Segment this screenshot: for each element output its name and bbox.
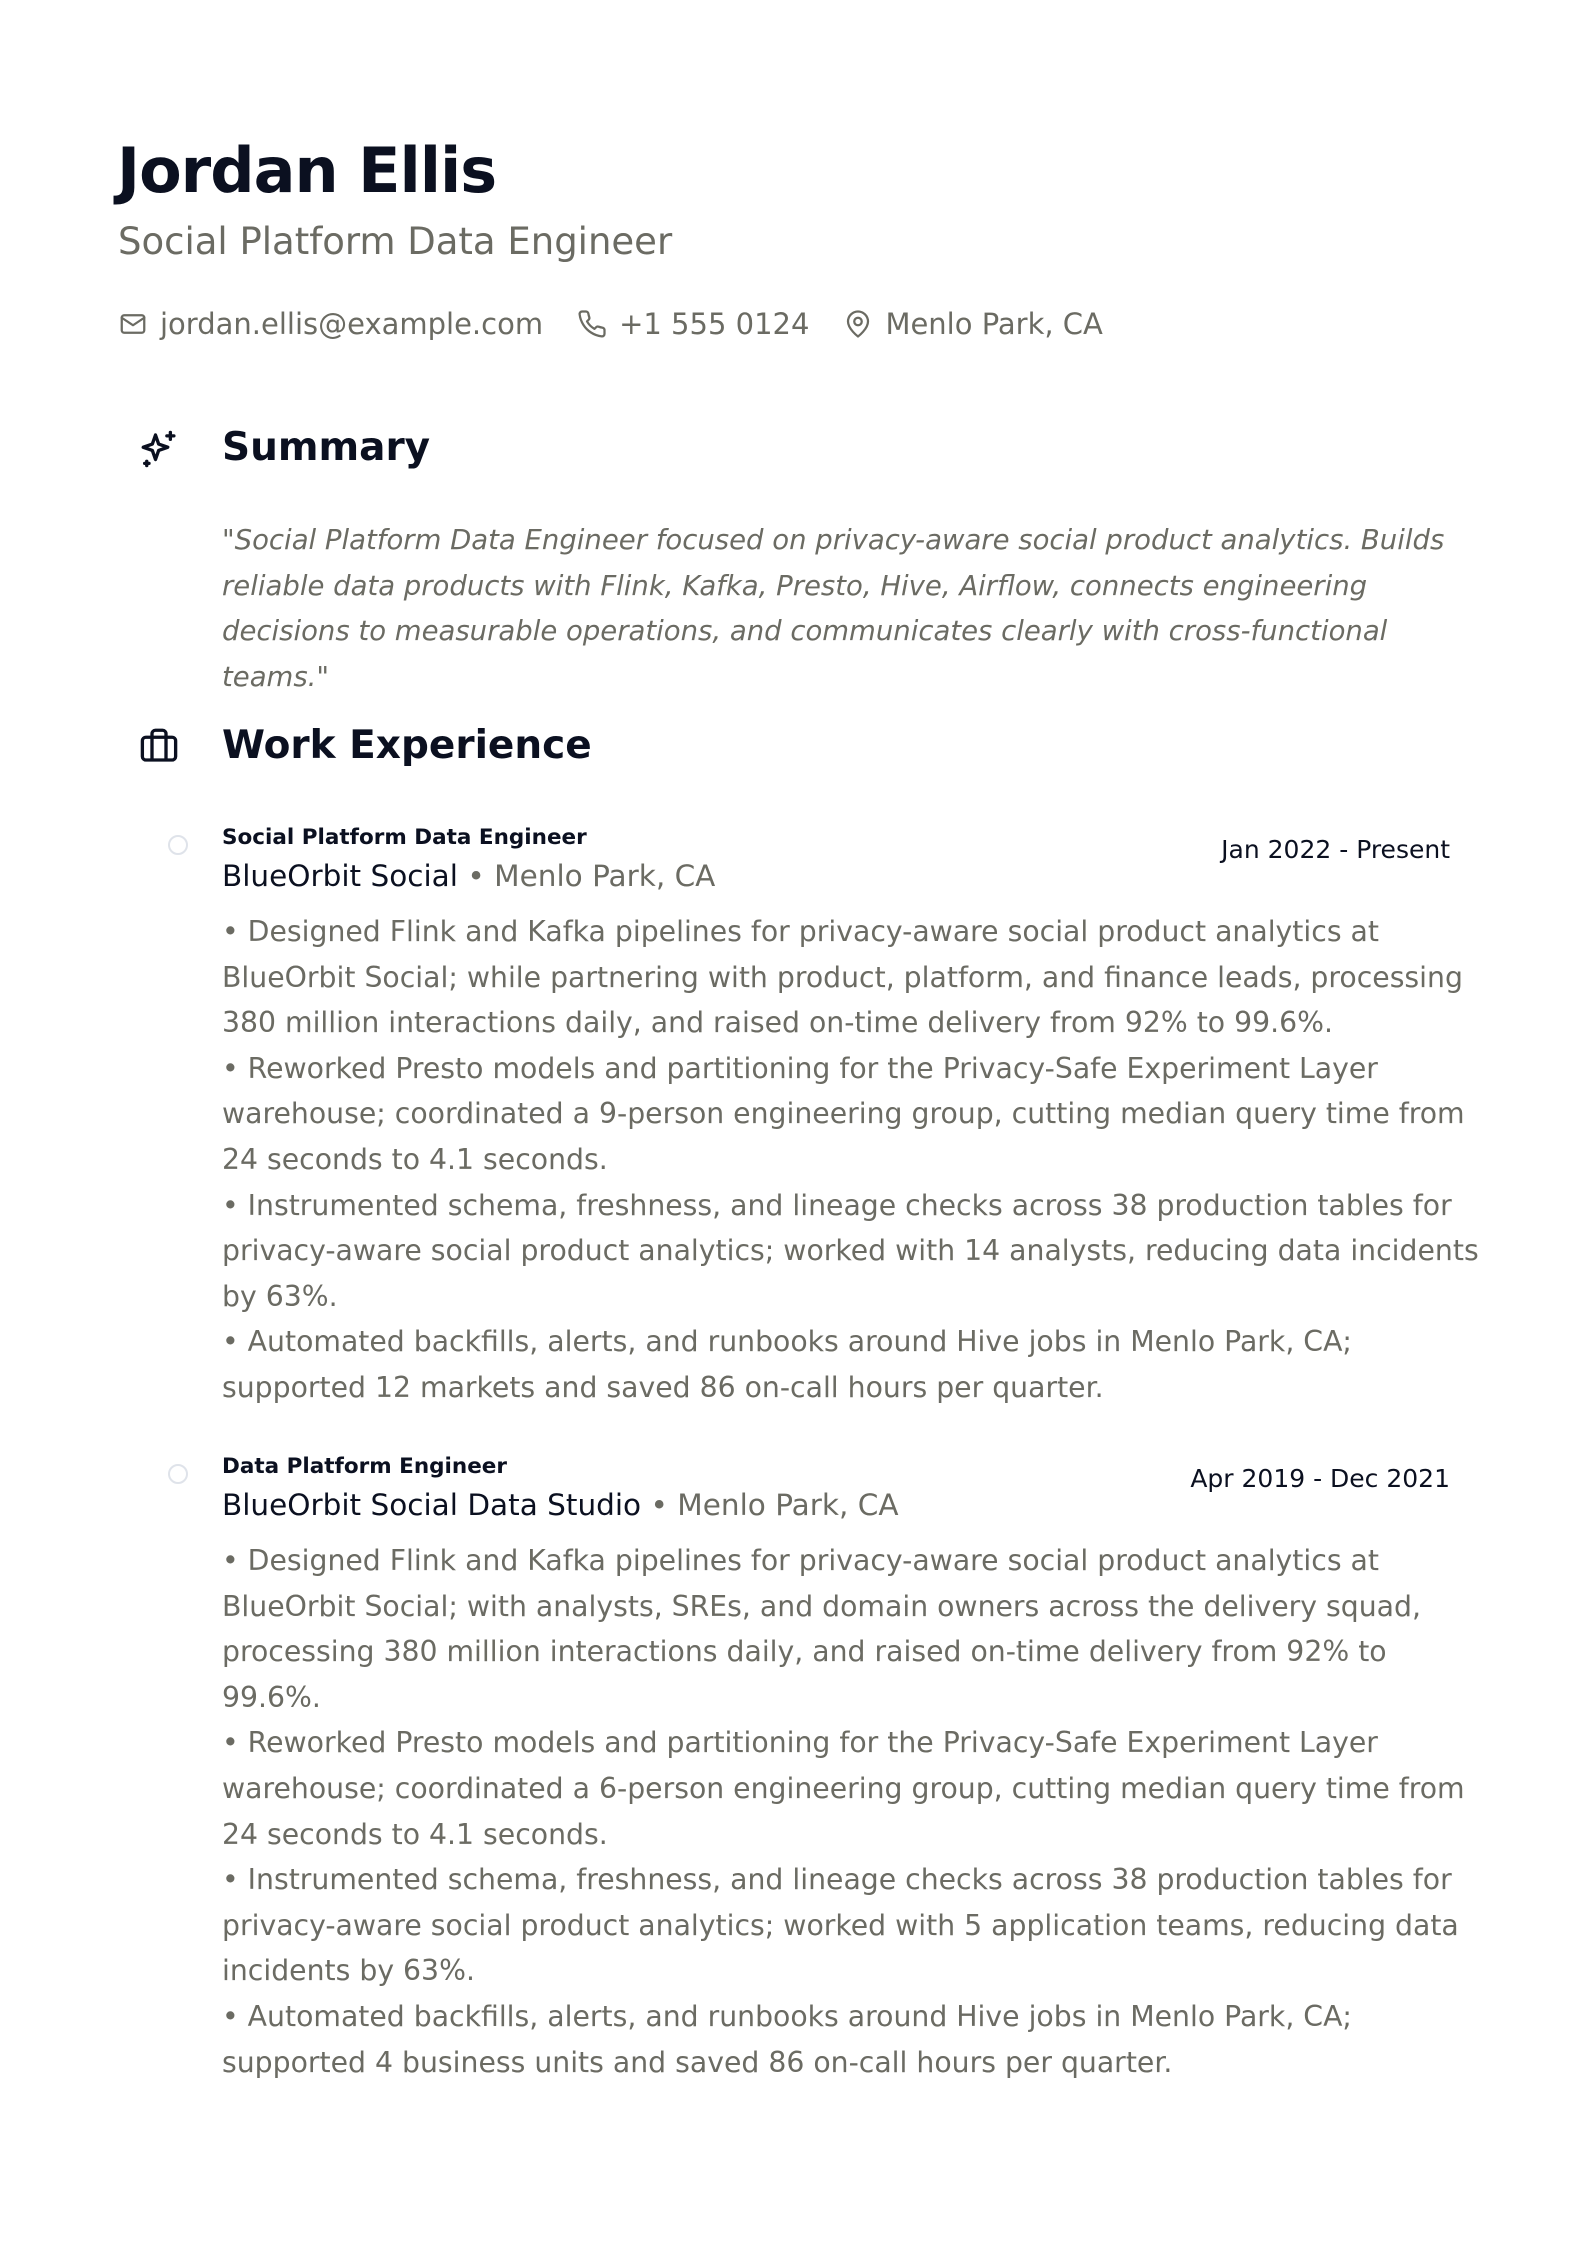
bullet-item: • Designed Flink and Kafka pipelines for privacy-aware social product analytics at BlueOrbit Social; with analysts, SREs, and domain owners across the delivery squad, processing 380 million interactions daily, and raised on-time delivery from 92% to 99.6%.	[222, 1544, 1421, 1714]
separator: •	[650, 1488, 668, 1522]
email-text: jordan.ellis@example.com	[160, 307, 544, 341]
candidate-role: Social Platform Data Engineer	[118, 220, 673, 263]
location-text: Menlo Park, CA	[885, 307, 1103, 341]
job-bullets	[222, 1538, 1487, 2085]
job-location: Menlo Park, CA	[677, 1488, 899, 1522]
phone-text: +1 555 0124	[619, 307, 810, 341]
contact-email[interactable]	[118, 307, 543, 341]
contact-phone[interactable]	[577, 307, 809, 341]
company-name: BlueOrbit Social	[222, 859, 458, 893]
job-bullets	[222, 909, 1487, 1411]
map-pin-icon	[843, 309, 873, 339]
job-dates: Jan 2022 - Present	[1221, 835, 1450, 864]
briefcase-icon	[138, 725, 180, 767]
bullet-item: • Reworked Presto models and partitioning for the Privacy-Safe Experiment Layer warehouse; coordinated a 9-person engineering group, cutting median query time from 24 seconds to 4.1 seconds.	[222, 1051, 1465, 1176]
company-name: BlueOrbit Social Data Studio	[222, 1488, 642, 1522]
job-title: Data Platform Engineer	[222, 1454, 507, 1479]
contact-location	[843, 307, 1102, 341]
bullet-item: • Instrumented schema, freshness, and lineage checks across 38 production tables for privacy-aware social product analytics; worked with 5 application teams, reducing data incidents by 63%.	[222, 1863, 1459, 1988]
candidate-name: Jordan Ellis	[117, 134, 497, 207]
timeline-dot	[168, 835, 188, 855]
bullet-item: • Automated backfills, alerts, and runbooks around Hive jobs in Menlo Park, CA; supported 12 markets and saved 86 on-call hours per quarter.	[222, 1325, 1352, 1404]
separator: •	[467, 859, 485, 893]
experience-heading: Work Experience	[222, 723, 592, 768]
summary-text: "Social Platform Data Engineer focused on privacy-aware social product analytics. Builds reliable data products with Flink, Kafka, Presto, Hive, Airflow, connects engineering decisions to measurable operations, and communicates clearly with cross-functional teams."	[222, 524, 1445, 693]
bullet-item: • Designed Flink and Kafka pipelines for privacy-aware social product analytics at BlueOrbit Social; while partnering with product, platform, and finance leads, processing 380 million interactions daily, and raised on-time delivery from 92% to 99.6%.	[222, 915, 1463, 1040]
phone-icon	[577, 309, 607, 339]
bullet-item: • Reworked Presto models and partitioning for the Privacy-Safe Experiment Layer warehouse; coordinated a 6-person engineering group, cutting median query time from 24 seconds to 4.1 seconds.	[222, 1726, 1465, 1851]
contact-bar	[118, 302, 1137, 346]
bullet-item: • Instrumented schema, freshness, and lineage checks across 38 production tables for privacy-aware social product analytics; worked with 14 analysts, reducing data incidents by 63%.	[222, 1188, 1479, 1313]
summary-heading: Summary	[222, 425, 431, 470]
mail-icon	[118, 309, 148, 339]
job-title: Social Platform Data Engineer	[222, 825, 587, 850]
bullet-item: • Automated backfills, alerts, and runbooks around Hive jobs in Menlo Park, CA; supported 4 business units and saved 86 on-call hours per quarter.	[222, 1999, 1352, 2079]
job-dates: Apr 2019 - Dec 2021	[1190, 1464, 1450, 1493]
job-location: Menlo Park, CA	[494, 859, 716, 893]
sparkle-icon	[138, 428, 180, 470]
company-line	[222, 1484, 899, 1526]
company-line	[222, 855, 715, 897]
timeline-dot	[168, 1464, 188, 1484]
